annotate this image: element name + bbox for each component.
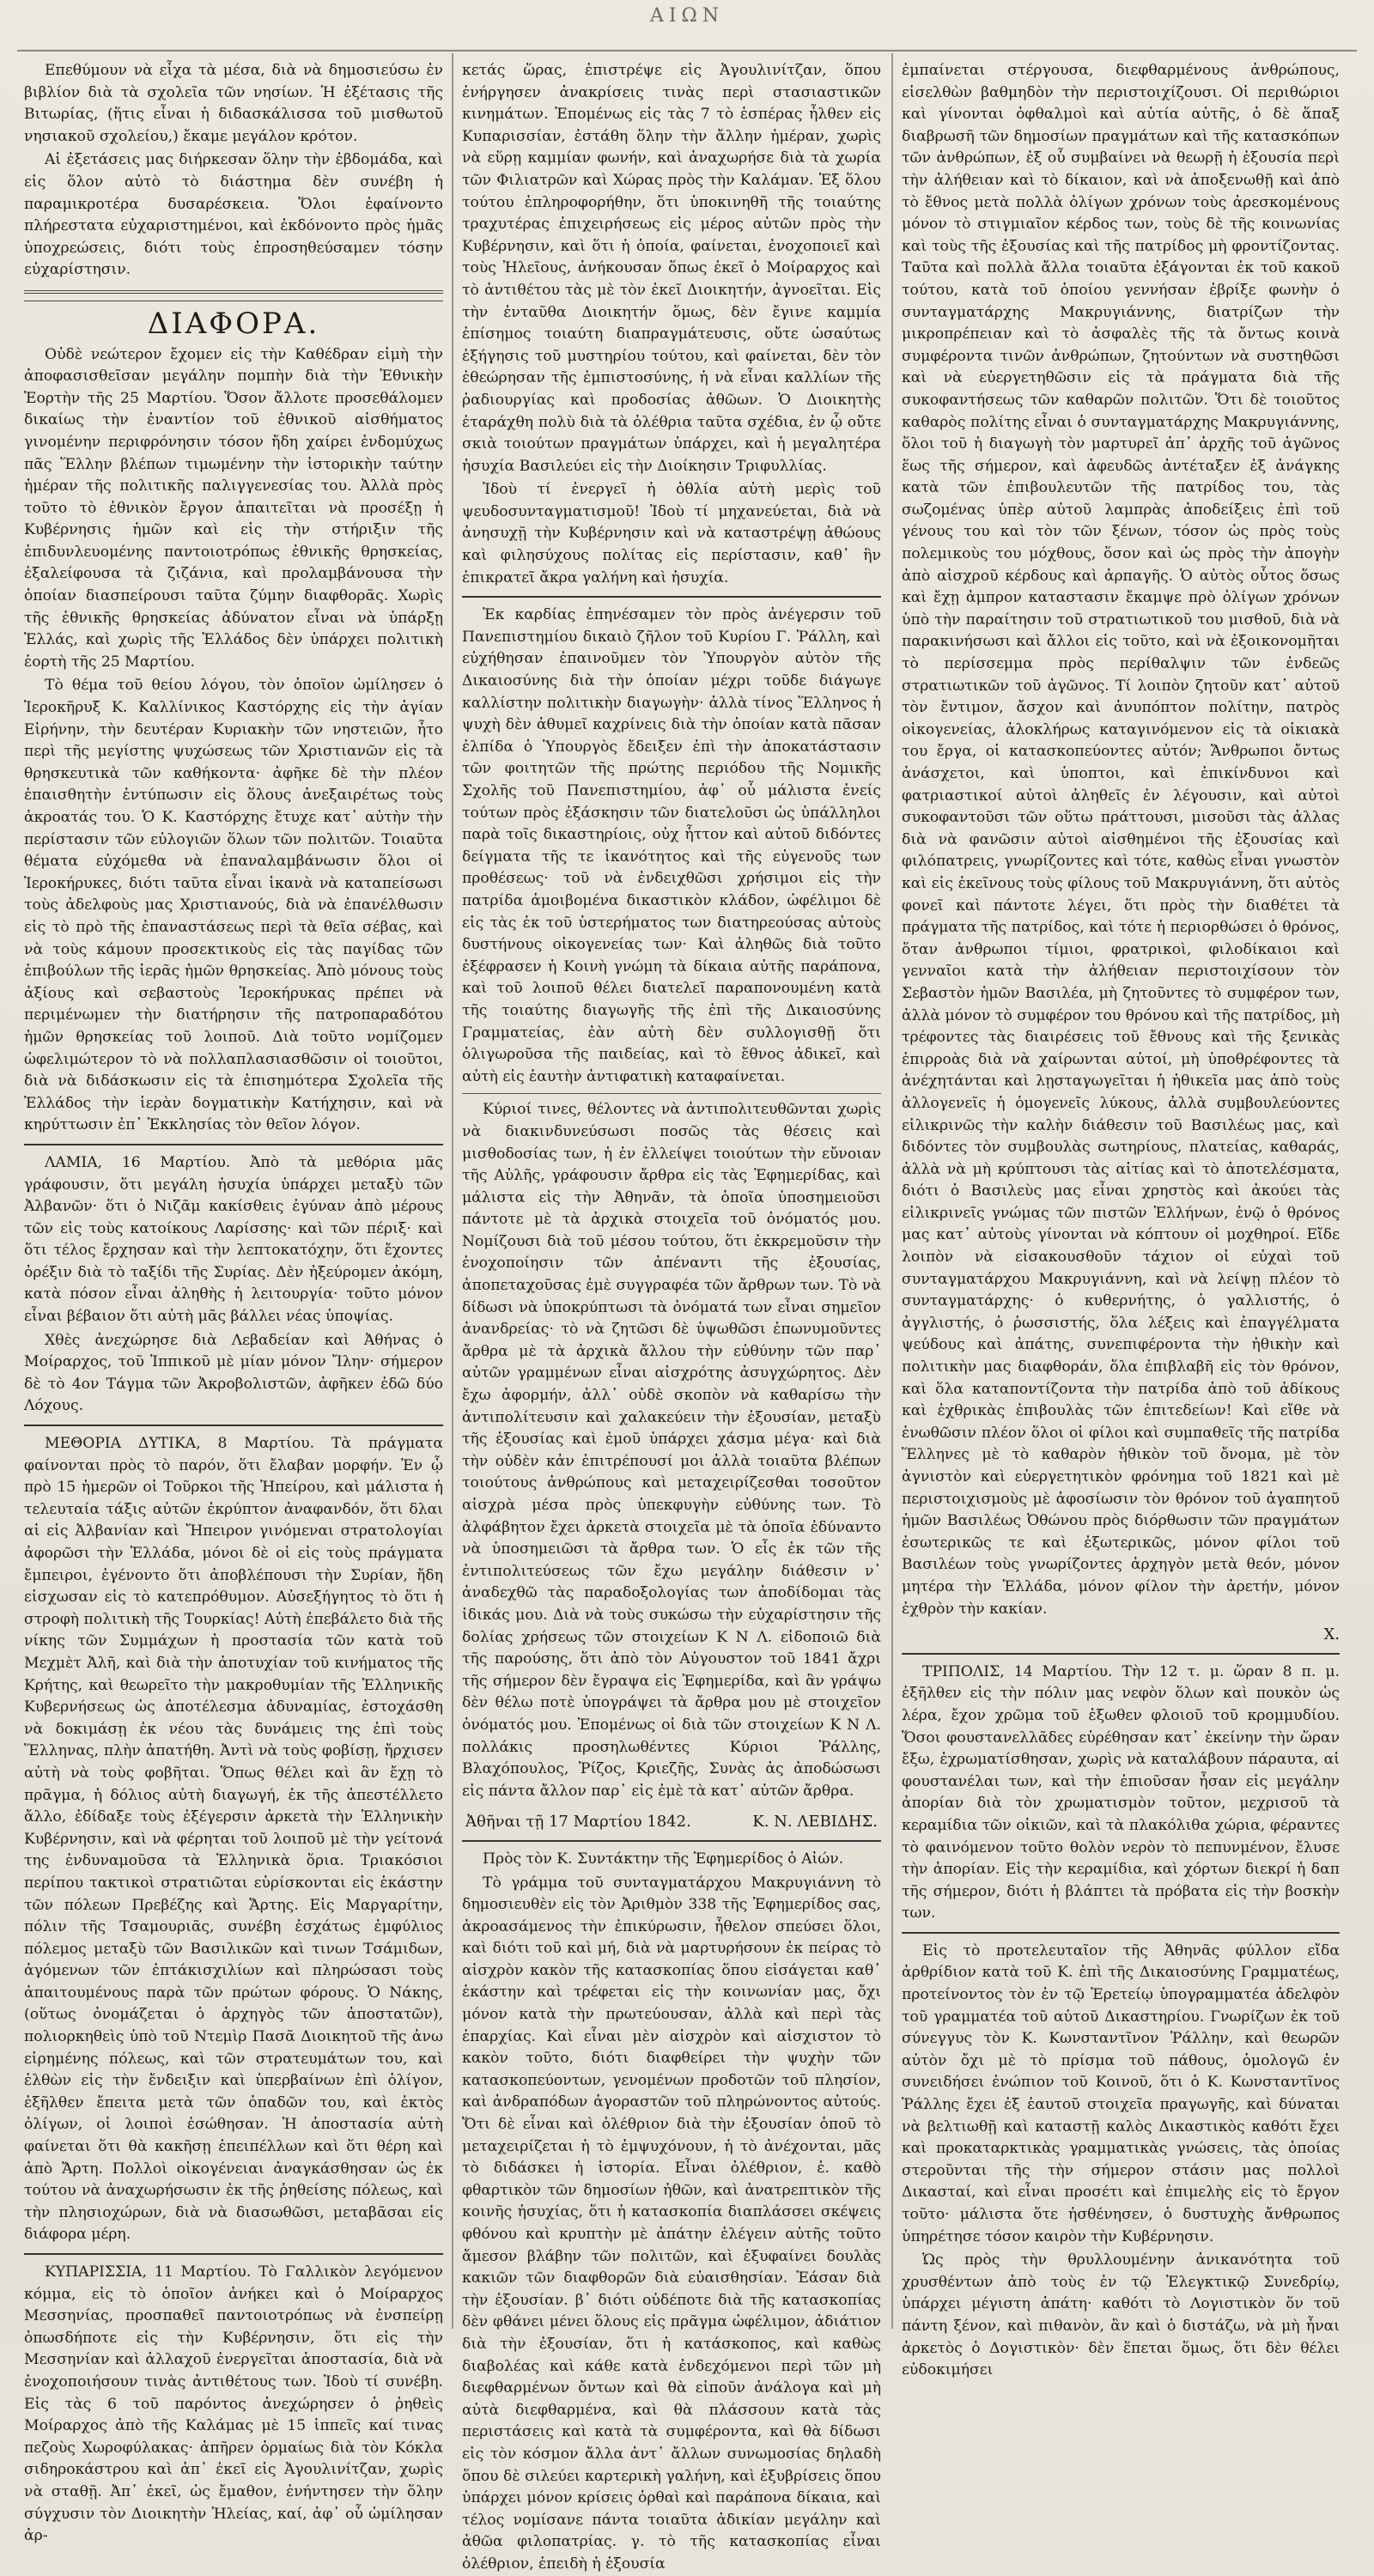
divider (462, 1840, 881, 1842)
divider (462, 1093, 881, 1094)
paragraph: Χθὲς ἀνεχώρησε διὰ Λεβαδείαν καὶ Ἀθήνας ὁ Μοίραρχος, τοῦ Ἱππικοῦ μὲ μίαν μόνον Ἴλην· σήμερον δὲ τὸ 4ον Τάγμα τῶν Ἀκροβολιστῶν, ἀφῆκεν ἐδῶ δύο Λόχους. (24, 1331, 443, 1415)
divider (902, 1653, 1340, 1655)
signature-line (462, 1811, 881, 1833)
divider (24, 1425, 443, 1426)
signature-name: Κ. Ν. ΛΕΒΙΔΗΣ. (752, 1813, 878, 1832)
paragraph: Αἱ ἐξετάσεις μας διήρκεσαν ὅλην τὴν ἑβδομάδα, καὶ εἰς ὅλον αὐτὸ τὸ διάστημα δὲν συνέβη ἡ παραμικροτέρα δυσαρέσκεια. Ὅλοι ἐφαίνοντο πλήρεστατα εὐχαριστημένοι, καὶ ἐκδόνοντο πρὸς ἡμᾶς ὑποχρεώσεις, διότι τοὺς ἐπροσηθεύσαμεν τόσην εὐχαρίστησιν. (24, 151, 443, 279)
news-item-lamia: ΛΑΜΙΑ, 16 Μαρτίου. Ἀπὸ τὰ μεθόρια μᾶς γράφουσιν, ὅτι μεγάλη ἡσυχία ὑπάρχει μεταξὺ τῶν Ἀλβανῶν· ὅτι ὁ Νιζᾶμ κακίσθεις ἐγύναν ἀπὸ μέρους τῶν εἰς τοὺς κατοίκους Λαρίσσης· καὶ τῶν πέριξ· καὶ ὅτι τέλος ἔρχησαν καὶ τὴν λεπτοκατόχην, ὅτι ἔχοντες ὀρέξιν διὰ τὸ ταξίδι τῆς Συρίας. Δὲν ἠξεύρομεν ἀκόμη, κατὰ πόσον εἶναι ἀληθὴς ἡ λειτουργία· τοῦτο μόνον εἶναι βέβαιον ὅτι αὐτὴ μᾶς βάλλει νέας ὑποψίας. (24, 1153, 443, 1326)
column-middle (462, 60, 881, 2573)
divider (902, 1932, 1340, 1934)
news-item-kyparissia: ΚΥΠΑΡΙΣΣΙΑ, 11 Μαρτίου. Τὸ Γαλλικὸν λεγόμενον κόμμα, εἰς τὸ ὁποῖον ἀνήκει καὶ ὁ Μοίραρχος Μεσσηνίας, προσπαθεῖ παντοιοτρόπως νὰ ἐνσπείρῃ ὁπωσδήποτε εἰς τὴν Κυβέρνησιν, ὅτι εἰς τὴν Μεσσηνίαν καὶ ἀλλαχοῦ ἐνεργεῖται ἀποστασία, διὰ νὰ ἐνοχοποιήσουν τινὰς ἀντιθέτους των. Ἰδοὺ τί συνέβη. Εἰς τὰς 6 τοῦ παρόντος ἀνεχώρησεν ὁ ῥηθεὶς Μοίραρχος ἀπὸ τῆς Καλάμας μὲ 15 ἱππεῖς καί τινας πεζοὺς Χωροφύλακας· ἀπῆρεν ὁρμαίως διὰ τὸν Κόκλα σιδηροκάστρου καὶ ἀπ᾽ ἐκεῖ εἰς Ἀγουλινίτζαν, χωρὶς νὰ σταθῇ. Ἀπ᾽ ἐκεῖ, ὡς ἔμαθον, ἐνήντησεν τὴν ὅλην σύγχυσιν τὸν Διοικητὴν Ἠλείας, καί, ἀφ᾽ οὗ ὡμίλησαν ἀρ- (24, 2263, 443, 2545)
paragraph: Ἐκ καρδίας ἐπηνέσαμεν τὸν πρὸς ἀνέγερσιν τοῦ Πανεπιστημίου δικαιὸ ζῆλον τοῦ Κυρίου Γ. Ῥάλλη, καὶ εὐχήθησαν ἐπαινοῦμεν τὸν Ὑπουργὸν αὐτὸν τῆς Δικαιοσύνης διὰ τὴν ὁποίαν μέχρι τοῦδε διάγωγε καλλίστην πολιτικὴν διαγωγὴν· ἀλλὰ τίνος Ἕλληνος ἡ ψυχὴ δὲν ἀθυμεῖ καχρίνεις διὰ τὴν ὁποίαν κατὰ πᾶσαν ἐλπίδα ὁ Ὑπουργὸς ἔδειξεν ἐπὶ τὴν ἀποκατάστασιν τῶν φοιτητῶν τῆς πρώτης περιόδου τῆς Νομικῆς Σχολῆς τοῦ Πανεπιστημίου, ἀφ᾽ οὗ μάλιστα ἐνείς τούτων πρὸς ἐξάσκησιν τῶν διατελοῦσι ὡς ὑπάλληλοι παρὰ τοῖς δικαστηρίοις, οὐχ ἧττον καὶ αὐτοῦ διδόντες δείγματα τῆς τε ἱκανότητος καὶ τῆς εὐγενοῦς των προθέσεως· τοῦ νὰ ἐνδειχθῶσι χρήσιμοι εἰς τὴν πατρίδα ἀμοιβομένα δικαστικὸν κλάδον, ὠφέλιμοι δὲ εἰς τὰς ἐκ τοῦ ὑστερήματος των διατηρεούσας αὐτοὺς δυστήνους οἰκογενείας των· Καὶ ἀληθῶς διὰ τοῦτο ἐξέφρασεν ἡ Κοινὴ γνώμη τὰ δίκαια αὐτῆς παράπονα, καὶ τοῦ λοιποῦ θέλει διατελεῖ παραπονουμένη κατὰ τῆς τοιαύτης διαγωγῆς τῆς ἐπὶ τῆς Δικαιοσύνης Γραμματείας, ἐὰν αὐτὴ δὲν συλλογισθῇ ὅτι ὀλιγωροῦσα τῆς παιδείας, καὶ τὸ ἔθνος ἀδικεῖ, καὶ αὐτὴ εἰς ἑαυτὴν ἀντιφατικὴ καταφαίνεται. (462, 606, 881, 1085)
column-divider (452, 53, 453, 2329)
paragraph: Τὸ θέμα τοῦ θείου λόγου, τὸν ὁποῖον ὡμίλησεν ὁ Ἱεροκῆρυξ Κ. Καλλίνικος Καστόρχης εἰς τὴν ἁγίαν Εἰρήνην, τὴν δευτέραν Κυριακὴν τῶν νηστειῶν, ἦτο περὶ τῆς μεγίστης ψυχώσεως τῶν Χριστιανῶν εἰς τὰ θρησκευτικὰ τῶν καθήκοντα· ἀφῆκε δὲ τὴν πλέον ἐπαισθητὴν ἐντύπωσιν εἰς ὅλους ἀνεξαιρέτως τοὺς ἀκροατάς του. Ὁ Κ. Καστόρχης ἔτυχε κατ᾽ αὐτὴν τὴν περίστασιν τῶν εὐλογιῶν ὅλων τῶν πολιτῶν. Τοιαῦτα θέματα εὐχόμεθα νὰ ἐπαναλαμβάνωσιν ὅλοι οἱ Ἱεροκήρυκες, διότι ταῦτα εἶναι ἱκανὰ νὰ καταπείσωσι τοὺς ἀδελφοὺς μας Χριστιανούς, διὰ νὰ ἐπανέλθωσιν εἰς τὸ πρὸ τῆς ἐπαναστάσεως περὶ τὰ θεῖα σέβας, καὶ νὰ τοὺς κάμουν προσεκτικοὺς εἰς τὰς παγίδας τῶν ἐπιβούλων τῆς ἱερᾶς ἡμῶν θρησκείας. Ἀπὸ μόνους τοὺς ἀξίους καὶ σεβαστοὺς Ἱεροκήρυκας πρέπει νὰ περιμένωμεν τὴν διατήρησιν τῆς πατροπαραδότου ἡμῶν θρησκείας τοῦ λοιποῦ. Διὰ τοῦτο νομίζομεν ὠφελιμώτερον τὸ νὰ πολλαπλασιασθῶσιν οἱ τοιοῦτοι, διὰ νὰ διδάσκωσιν εἰς τὰ ἐπισημότερα Σχολεῖα τῆς Ἑλλάδος τὴν ἱερὰν δογματικὴν Κατήχησιν, καὶ νὰ κηρύττωσιν ἐπ᾽ Ἐκκλησίας τὸν θεῖον λόγον. (24, 677, 443, 1134)
section-heading: ΔΙΑΦΟΡΑ. (147, 306, 320, 341)
divider (462, 596, 881, 598)
top-rule (17, 50, 1357, 52)
paragraph: κετάς ὥρας, ἐπιστρέψε εἰς Ἀγουλινίτζαν, ὅπου ἐνήργησεν ἀνακρίσεις τινὰς περὶ στασιαστικῶν κινημάτων. Ἐπομένως εἰς τὰς 7 τὸ ἑσπέρας ἦλθεν εἰς Κυπαρισσίαν, ἐστάθη ὅλην τὴν ἄλλην ἡμέραν, χωρὶς νὰ εὕρῃ καμμίαν φωνήν, καὶ ἀναχωρήσε διὰ τὰ χωρία τῶν Φιλιατρῶν καὶ Χώρας πρὸς τὴν Καλάμαν. Ἐξ ὅλου τούτου ἐπληροφορήθην, ὅτι ὑποκινηθῆ τῆς τοιαύτης τραχυτέρας ἐπιχειρήσεως εἰς μέρος αὐτῶν πρὸς τὴν Κυβέρνησιν, καὶ ὅτι ἡ ὁποία, φαίνεται, ἐνοχοποιεῖ καὶ τοὺς Ἠλεῖους, ἀνήκουσαν ὅπως ἐκεῖ ὁ Μοίραρχος καὶ τὸ ἀντιθέτου τὰς μὲ τὸν ἐκεῖ Διοικητήν, ἀγνοεῖται. Εἰς τὴν ἐνταῦθα Διοικητήν ὅμως, δὲν ἔγινε καμμία ἐπίσημος τοιαύτη διαπραγμάτευσις, οὔτε ὡσαύτως ἐξήγησις τοῦ μυστηρίου τούτου, καὶ φαίνεται, δὲν τὸν ἐθεώρησαν τῆς ἐμπιστοσύνης, ἡ νὰ εἶναι καλλίων τῆς ῥαδιουργίας καὶ προδοσίας ἀθῶων. Ὁ Διοικητὴς ἐταράχθη πολὺ διὰ τὰ ὀλέθρια ταῦτα σχέδια, ἐν ᾧ οὔτε σκιὰ τοιούτων πραγμάτων ὑπάρχει, καὶ ἡ μεγαλητέρα ἡσυχία Βασιλεύει εἰς τὴν Διοίκησιν Τριφυλλίας. (462, 62, 881, 475)
paragraph: Επεθύμουν νὰ εἶχα τὰ μέσα, διὰ νὰ δημοσιεύσω ἐν βιβλίον διὰ τὰ σχολεῖα τῶν νησίων. Ἡ ἐξέτασις τῆς Βιτωρίας, (ἥτις εἶναι ἡ διδασκάλισσα τοῦ μισθωτοῦ νησιακοῦ σχολείου,) ἔκαμε μεγάλον κρότον. (24, 62, 443, 145)
paragraph: Τὸ γράμμα τοῦ συνταγματάρχου Μακρυγιάννη τὸ δημοσιευθὲν εἰς τὸν Ἀριθμὸν 338 τῆς Ἐφημερίδος σας, ἀκροασάμενος τὴν ἐπικύρωσιν, ἦθελον σπεύσει ὅλοι, καὶ διότι τοῦ καὶ μή, διὰ νὰ μαρτυρήσουν ἐκ πείρας τὸ αἰσχρὸν κακὸν τῆς κατασκοπίας ὅπου εἰσάγεται καθ᾽ ἑκάστην καὶ τρέφεται εἰς τὴν κοινωνίαν μας, ὄχι μόνον κατὰ τὴν πρωτεύουσαν, ἀλλὰ καὶ περὶ τὰς ἐπαρχίας. Καὶ εἶναι μὲν αἰσχρὸν καὶ αἰσχιστον τὸ κακὸν τοῦτο, διότι διαφθείρει τὴν ψυχὴν τῶν κατασκοπεύοντων, γενομένων προδοτῶν τοῦ πλησίον, καὶ ἀνδραπόδων ἀγοραστῶν τοῦ πληρώνοντος αὐτούς. Ὅτι δὲ εἶναι καὶ ὀλέθριον διὰ τὴν ἐξουσίαν ὁποῦ τὸ μεταχειρίζεται ἡ τὸ ἐμψυχόνουν, ἡ τὸ ἀνέχονται, μᾶς τὸ διδάσκει ἡ ἱστορία. Εἶναι ὀλέθριον, ἐ. καθὸ φθαρτικὸν τῶν δημοσίων ἠθῶν, καὶ ἀνατρεπτικὸν τῆς κοινῆς ἡσυχίας, ὅτι ἡ κατασκοπία διαπλάσσει σκέψεις φθόνου καὶ κρυπτὴν μὲ ἀπάτην ἐλέγειν αὐτῆς τοῦτο ἄμεσον βλάβην τῶν πολιτῶν, καὶ ἐξυφαίνει δουλὰς κακιῶν τῶν διαφθορῶν διὰ εὐαισθησίαν. Ἐάσαν διὰ τὴν ἐξουσίαν. β᾽ διότι οὐδέποτε διὰ τῆς κατασκοπίας δὲν φθάνει μένει ὅλους εἰς πρᾶγμα ὠφέλιμον, ἀδιάτιον διὰ τὴν ἐξουσίαν, ὅτι ἡ κατάσκοπος, καὶ καθὼς διαβολέας καὶ κάθε κατὰ ἐνδεχόμενοι περὶ τῶν μὴ διεφθαρμένων ὄντων καὶ θὰ εἰποῦν ἀνάλογα καὶ μὴ αὐτὰ διεφθαρμένα, καὶ θὰ πλάσσουν κατὰ τὰς περιστάσεις καὶ κατὰ τὰ συμφέροντα, καὶ θὰ δίδωσι εἰς τὸν κόσμον ἄλλα ἀντ᾽ ἄλλων συνωμοσίας δηλαδὴ ὅπου δὲ σιλεύει καρτερικὴ γαλήνη, καὶ ἐξυβρίσεις ὅπου ὑπάρχει μόνον κρίσεις ὀρθαὶ καὶ παράπονα δίκαια, καὶ τέλος νομίσανε πάντα τοιαῦτα ἀδικίαν μεγάλην καὶ ἀθῶα φιλοπατρίας. γ. τὸ τῆς κατασκοπίας εἶναι ὀλέθριον, ἐπειδὴ ἡ ἐξουσία (462, 1874, 881, 2573)
divider (24, 1144, 443, 1145)
paragraph: Οὐδὲ νεώτερον ἔχομεν εἰς τὴν Καθέδραν εἰμὴ τὴν ἀποφασισθεῖσαν μεγάλην πομπὴν διὰ τὴν Ἐθνικὴν Ἑορτὴν τῆς 25 Μαρτίου. Ὅσον ἄλλοτε προσεθάλομεν δικαίως τὴν ἐναντίον τοῦ ἐθνικοῦ αἰσθήματος γινομένην περιφρόνησιν τόσον ἤδη χαίρει ἐνδομύχως πᾶς Ἕλλην βλέπων τιμωμένην τὴν ἱστορικὴν ταύτην ἡμέραν τῆς πολιτικῆς παλιγγενεσίας του. Ἀλλὰ πρὸς τοῦτο τὸ ἐθνικὸν ἔργον ἀπαιτεῖται νὰ προσέξῃ ἡ Κυβέρνησις ἡμῶν καὶ εἰς τὴν στήριξιν τῆς ἐπιδυνλευομένης παντοιοτρόπως ἐθνικῆς θρησκείας, ἐξαλείφουσα τὰ ζιζάνια, καὶ προλαμβάνουσα τὴν ὁποίαν διασπείρουσι ταῦτα ζύμην διαφθορᾶς. Χωρὶς τῆς ἐθνικῆς θρησκείας ἀδύνατον εἶναι νὰ ὑπάρξῃ Ἑλλάς, καὶ χωρὶς τῆς Ἑλλάδος δὲν ὑπάρχει πολιτικὴ ἑορτὴ τῆς 25 Μαρτίου. (24, 345, 443, 671)
paragraph: ἐμπαίνεται στέργουσα, διεφθαρμένους ἀνθρώπους, εἰσελθὼν βαθμηδὸν τὴν περιστοιχίζουσι. Οἱ περιθώριοι καὶ γίνονται ὀφθαλμοὶ καὶ αὐτία αὐτῆς, ὁ δὲ ἅπαξ διαβρωσῆ τῶν δημοσίων πραγμάτων καὶ τῆς κατασκόπων τῶν ἀνθρώπων, ἐξ οὗ συμβαίνει νὰ θεωρῇ ἡ ἐξουσία περὶ τὴν ἀλήθειαν καὶ τὸ δίκαιον, καὶ νὰ ἀποξενωθῇ καὶ ἀπὸ τὸ ἔθνος μετὰ πολλὰ ὀλίγων χρόνων τοὺς ἀρεσκομένους μόνον τὸ στιγμιαῖον κέρδος των, τοὺς δὲ τῆς κοινωνίας καὶ τοὺς τῆς ἐξουσίας καὶ τῆς πατρίδος μὴ φροντίζοντας. Ταῦτα καὶ πολλὰ ἄλλα τοιαῦτα ἐξάγονται ἐκ τοῦ κακοῦ τούτου, κατὰ τοῦ ὁποίου γεννήσαν ἐβρίξε φωνὴν ὁ συνταγματάρχης Μακρυγιάννης, διατρίζων τὴν μικροπρέπειαν καὶ τὸ ἀσφαλὲς τῆς τὰ ὄντως κοινὰ συμφέροντα τινῶν ἀνθρώπων, ζητούντων νὰ συστηθῶσι καὶ νὰ εὐεργετηθῶσιν εἰς τὰ πράγματα διὰ τῆς συκοφαντήσεως τῶν καθαρῶν πολιτῶν. Ὅτι δὲ τοιοῦτος καθαρὸς πολίτης εἶναι ὁ συνταγματάρχης Μακρυγιάννης, ὅλοι τοῦ ἡ διαγωγὴ τὸν μαρτυρεῖ ἀπ᾽ ἀρχῆς τοῦ ἀγῶνος ἕως τῆς σήμερον, καὶ ἀφευδῶς ἀντέταξεν ἐξ ἀνάγκης κατὰ τῶν ἐπιβουλευτῶν τῆς πατρίδος του, τὰς σωζομένας ὑπὲρ αὐτοῦ λαμπρὰς ἀποδείξεις ἐπὶ τοῦ γένους του καὶ τὸν τῶν ξένων, τόσον ὡς πρὸς τοὺς πολεμικοὺς του μόχθους, ὅσον καὶ ὡς πρὸς τὴν ἀπογὴν ἀπὸ αἰσχροῦ κέρδους καὶ ἁρπαγῆς. Ὁ αὐτὸς οὗτος ὅσως καὶ ἔχῃ ἀμπρον καταστασιν ἔκαμψε πρὸ ὀλίγων χρόνων ὑπὸ τὴν παραίτησιν τοῦ στρατιωτικοῦ του μισθοῦ, διὰ νὰ παρακινήσωσι καὶ ἄλλοι εἰς τοῦτο, καὶ νὰ ἐξοικονομῆται τὸ περίσσεμμα πρὸς περίθαλψιν τῶν ἐνδεῶς στρατιωτικῶν τοῦ ἀγῶνος. Τί λοιπὸν ζητοῦν κατ᾽ αὐτοῦ τὸν ἔντιμον, ἄσχον καὶ ἀνυπόπτον πολίτην, πατρὸς οἰκογενείας, ἀλοκλήρως καταγινόμενον εἰς τὰ οἰκιακὰ του ἔργα, οἱ κατασκοπεύοντες αὐτόν; Ἄνθρωποι ὄντως ἀνάσχετοι, καὶ ὑποπτοι, καὶ ἐπικίνδυνοι καὶ φατριαστικοί αὐτοὶ ἀληθεῖς ἐν λέγουσιν, καὶ αὐτοὶ συκοφαντοῦσι τῶν οὕτω πράττουσι, μισοῦσι τὰς ἀλλας διὰ νὰ φανῶσιν αὐτοὶ αἰσθημένοι τῆς ἐξουσίας καὶ φιλόπατρεις, γνωρίζοντες καὶ τότε, καθὼς εἶναι γνωστὸν καὶ εἰς ἐκεῖνους τοὺς φίλους τοῦ Μακρυγιάννη, ὅτι αὐτὸς φονεῖ καὶ πάντοτε λέγει, ὅτι πρὸς τὴν διαθέτει τὰ πράγματα τῆς πατρίδος, καὶ τότε ἡ περιορθώσει ὁ θρόνος, ὅταν ἀνθρωποι τίμιοι, φρατρικοὶ, φιλοδίκαιοι καὶ γενναῖοι κατὰ τὴν ἀλήθειαν περιστοιχίσουν τὸν Σεβαστὸν ἡμῶν Βασιλέα, μὴ ζητοῦντες τὸ συμφέρον των, ἀλλὰ μόνον τὸ συμφέρον του θρόνου καὶ τῆς πατρίδος, μὴ τρέφοντες τὰς διαιρέσεις τοῦ ἔθνους καὶ τῆς ξενικὰς ἐπιρροὰς διὰ νὰ χαίρωνται αὐτοί, μὴ ὑποθρέφοντες τὰ ἀνέχητάνται καὶ λῃσταγωγεῖται ἡ ἡθικεῖα μας ἀπὸ τοὺς ἀλλογενεῖς ἡ ὁμογενεῖς λύκους, ἀλλὰ συμβουλεύοντες εἰλικρινῶς τὴν καλὴν διάθεσιν τοῦ Βασιλέως μας, καὶ διδόντες τὸν συμβουλὰς σωτηρίους, πλατείας, καθαράς, ἀλλὰ νὰ μὴ κρύπτουσι τὰς αἰτίας καὶ τὸ ἀποτελέσματα, διότι ὁ Βασιλεὺς μας εἶναι χρηστὸς καὶ ἀκούει τὰς εἰλικρινεῖς γνώμας τῶν πιστῶν Ἑλλήνων, ἐνῷ ὁ θρόνος μας κατ᾽ αὐτοὺς γίνονται νὰ κόπτουν οἱ μοχθηροί. Εἴδε λοιπὸν νὰ εἰσακουσθοῦν τάχιον οἱ εὐχαὶ τοῦ συνταγματάρχου Μακρυγιάννη, καὶ νὰ λείψῃ πλέον τὸ συνταγματάρχης· ὁ κυθερνήτης, ὁ γαλλιστής, ὁ ἀγγλιστής, ὁ ῥωσσιστής, ὅλα λέξεις καὶ ἐπαγγέλματα ψεύδους καὶ ἀπάτης, συνεπιφέροντα τὴν ἠθικὴν καὶ πολιτικὴν μας διαφθοράν, ὅλα ἐπιβλαβῆ εἰς τὸν θρόνον, καὶ ὅλα καταποντίζοντα τὴν πατρίδα ἀπὸ τοῦ ἀδίκους καὶ ἐχθρικὰς ἐπιβουλὰς τῶν ἐπιτεδείων! Καὶ εἴθε νὰ ἑνωθῶσιν πλέον ὅλοι οἱ φίλοι καὶ συμπαθεῖς τῆς πατρίδα Ἕλληνες μὲ τὸ καθαρὸν ἠθικὸν τοῦ ὄνομα, μὲ τὸν ἀγνιστὸν καὶ εὐεργετητικὸν φρόνημα τοῦ 1821 καὶ μὲ περιστοιχισμοὺς μὲ ἀφοσίωσιν τὸν θρόνον τοῦ ἀγαπητοῦ ἡμῶν Βασιλέως Ὀθώνου πρὸς διόρθωσιν τῶν πραγμάτων ἐσωτερικῶς τε καὶ ἐξωτερικῶς, μόνον φίλοι τοῦ Βασιλέων τοὺς γνωρίζοντες ἀρχηγὸν μετὰ θεόν, μόνον μητέρα τὴν Ἑλλάδα, μόνον φίλον τὴν ἀρετήν, μόνον ἐχθρὸν τὴν κακίαν. (902, 62, 1340, 1618)
news-item-tripolis: ΤΡΙΠΟΛΙΣ, 14 Μαρτίου. Τὴν 12 τ. μ. ὥραν 8 π. μ. ἐξῆλθεν εἰς τὴν πόλιν μας νεφὸν ὅλων καὶ πουκὸν ὡς λέρα, ἔχον χρῶμα τοῦ ἐξωθεν φλοιοῦ τοῦ κρομμυδίου. Ὅσοι φουστανελλᾶδες εὑρέθησαν κατ᾽ ἐκείνην τὴν ὥραν ἔξω, ἐχρωματίσθησαν, χωρὶς νὰ καταλάβουν πάραυτα, αἱ φουστανέλαι των, καὶ τὴν ἐπιοῦσαν ἦσαν εἰς μεγάλην ἀπορίαν διὰ τὸν χρωματισμὸν τοῦτον, μεχρισοῦ τὰ κεραμίδια τῶν οἰκιῶν, καὶ τὰ πλακόλιθα χώρια, φέραντες τὸ φαινόμενον τοῦτο θολὸν νερὸν τὸ πεπυνμένον, ἔλυσε τὴν ἀπορίαν. Εἰς τὴν κεραμίδια, καὶ χόρτων διεκρί ἡ δαπ τῆς σήμερον, διότι ἡ βλάπτει τὰ πρόβατα εἰς τὴν βοσκὴν των. (902, 1662, 1340, 1923)
ornamental-divider (24, 290, 443, 301)
masthead-title: ΑΙΩΝ (649, 5, 725, 27)
signature-initial: Χ. (1323, 1625, 1340, 1644)
divider (24, 2253, 443, 2255)
paragraph: Ἰδοὺ τί ἐνεργεῖ ἡ ὀθλία αὐτὴ μερὶς τοῦ ψευδοσυνταγματισμοῦ! Ἰδοὺ τί μηχανεύεται, διὰ νὰ ἀνησυχῇ τὴν Κυβέρνησιν καὶ νὰ καταστρέψῃ ἀθώους καὶ φιλησύχους πολίτας εἰς περίστασιν, καθ᾽ ἣν ἐπικρατεῖ ἄκρα γαλήνη καὶ ἡσυχία. (462, 481, 881, 586)
letter-salutation: Πρὸς τὸν Κ. Συντάκτην τῆς Ἐφημερίδος ὁ Αἰών. (483, 1850, 844, 1868)
column-divider (891, 53, 893, 2329)
column-left (24, 60, 443, 2545)
paragraph: Εἰς τὸ προτελευταῖον τῆς Ἀθηνᾶς φύλλον εἴδα ἀρθρίδιον κατὰ τοῦ Κ. ἐπὶ τῆς Δικαιοσύνης Γραμματέως, προτείνοντος τὸν ἐν τῷ Ἐρετείῳ ὑπογραμματέα ἀδελφὸν τοῦ γραμματέα τοῦ αὐτοῦ Δικαστηρίου. Γνωρίζων ἐκ τοῦ σύνεγγυς τὸν Κ. Κωνσταντῖνον Ῥάλλην, καὶ θεωρῶν αὐτὸν ὄχι μὲ τὸ πρίσμα τοῦ πάθους, ὁμολογῶ ἐν συνειδήσει ἐνώπιον τοῦ Κοινοῦ, ὅτι ὁ Κ. Κωνσταντῖνος Ῥάλλης ἔχει ἐξ ἑαυτοῦ στοιχεῖα πραγωγῆς, καὶ δύναται νὰ βελτιωθῇ καὶ καταστῇ καλὸς Δικαστικὸς καθότι ἔχει καὶ προκαταρκτικὰς γραμματικὰς γνώσεις, τὰς ὁποίας στεροῦνται τῆς τὴν σήμερον στάσιν μας πολλοὶ Δικασταί, καὶ εἶναι προσέτι καὶ ἐπιμελὴς εἰς τὸ ἔργον τοῦτο· μάλιστα ὅτε ἠσθένησεν, ὁ δυστυχὴς ἄνθρωπος ὑπηρέτησε τόσον καιρὸν τὴν Κυβέρνησιν. (902, 1941, 1340, 2245)
paragraph: Ὡς πρὸς τὴν θρυλλουμένην ἀνικανότητα τοῦ χρυσθέντων ἀπὸ τοὺς ἐν τῷ Ἐλεγκτικῷ Συνεδρίῳ, ὑπάρχει μέγιστη ἀπάτη· καθότι τὸ Λογιστικὸν ὅν τοῦ πάντη ξένον, καὶ πιθανὸν, ἂν καὶ ὁ διστάζω, νὰ μὴ ἦναι ἀρκετὸς ὁ Δογιστικὸν· δὲν ἕπεται ὅμως, ὅτι δὲν θέλει εὐδοκιμήσει (902, 2251, 1340, 2379)
signature-place-date: Ἀθῆναι τῇ 17 Μαρτίου 1842. (465, 1813, 691, 1832)
news-item-methoria: ΜΕΘΟΡΙΑ ΔΥΤΙΚΑ, 8 Μαρτίου. Τὰ πράγματα φαίνονται πρὸς τὸ παρόν, ὅτι ἔλαβαν μορφήν. Ἐν ᾧ πρὸ 15 ἡμερῶν οἱ Τοῦρκοι τῆς Ἠπείρου, καὶ μάλιστα ἡ τελευταία τάξις αὐτῶν ἐκρύπτον ἀναφανδόν, ὅτι δλαι αἱ εἰς Ἀλβανίαν καὶ Ἤπειρον γινόμεναι στρατολογίαι ἀφορῶσι τὴν Ἑλλάδα, μόνοι δὲ οἱ εἰς τοὺς πράγματα ἔμπειροι, ἐγένοντο ὅτι ἀποβλέπουσι τὴν Συρίαν, ἤδη εἰσχωσαν εἰς τὸ κατεπρόθυμον. Αὐσεξήγητος τὸ ὅτι ἡ στροφὴ πολιτικὴ τῆς Τουρκίας! Αὐτὴ ἐπεβάλετο διὰ τῆς νίκης τῶν Συμμάχων ἡ προστασία τῶν κατὰ τοῦ Μεχμὲτ Ἀλῆ, καὶ διὰ τὴν ἀποτυχίαν τοῦ κινήματος τῆς Κρήτης, καὶ θεωρεῖτο τὴν μακροθυμίαν τῆς Ἑλληνικῆς Κυβερνήσεως ὡς ἀποτέλεσμα ἀδυναμίας, ἐστοχάσθη νὰ δοκιμάσῃ ἐκ νέου τὰς δυνάμεις της ἐπὶ τοὺς Ἕλληνας, πλὴν ἀπατήθη. Ἀντὶ νὰ τοὺς φοβίσῃ, ἤρχισεν αὐτὴ νὰ τοὺς φοβῆται. Ὅπως θέλει καὶ ἂν ἔχῃ τὸ πρᾶγμα, ἡ δόλιος αὐτὴ διαγωγή, ἐκ τῆς ἀπεστέλλετο ἄλλο, ἐδίδαξε τοὺς ἐξέγερσιν ἀρκετὰ τὴν Ἑλληνικὴν Κυβέρνησιν, καὶ νὰ φέρηται τοῦ λοιποῦ μὲ τὴν γείτονά της ἐνδυναμοῦσα τὰ Ἑλληνικὰ ὅρια. Τριακόσιοι περίπου τακτικοὶ στρατιῶται εὑρίσκονται εἰς ἑκάστην τῶν πόλεων Πρεβέζης καὶ Ἄρτης. Εἰς Μαργαρίτην, πόλιν τῆς Τσαμουριᾶς, συνέβη ἐσχάτως ἐμφύλιος πόλεμος μεταξὺ τῶν Βασιλικῶν καὶ τινων Τσάμιδων, ἀγόμενων τῶν ἐπτάκισχιλίων καὶ πληρώσασι τοὺς ἀπαιτουμένους παρὰ τῶν πρώτων φόρους. Ὁ Νάκης, (οὕτως ὀνομάζεται ὁ ἀρχηγὸς τῶν ἀποστατῶν), πολιορκηθεὶς ὑπὸ τοῦ Ντεμὶρ Πασᾶ Διοικητοῦ τῆς ἀνω εἰρημένης πόλεως, καὶ τῶν στρατευμάτων του, καὶ ἐλθὼν εἰς τὴν ἔνδειξιν καὶ ὑπερβαίνων ἐπὶ ὀλίγον, ἐξῆλθεν ἔπειτα μετὰ τῶν ὀπαδῶν του, καὶ ἐκτὸς ὀλίγων, οἱ λοιποὶ ἐσώθησαν. Ἡ ἀποστασία αὐτὴ φαίνεται ὅτι θὰ κακῆσῃ ἐπειπέλλων καὶ ὅτι θέρη καὶ ἀπὸ Ἄρτη. Πολλοὶ οἰκογένειαι ἀναγκάσθησαν ὡς ἐκ τούτου νὰ ἀναχωρήσωσιν ἐκ τῆς ῥηθείσης πόλεως, καὶ τὴν πλησιοχώρων, διὰ νὰ διασωθῶσι, μεταβᾶσαι εἰς διάφορα μέρη. (24, 1435, 443, 2244)
column-right (902, 60, 1340, 2379)
paragraph: Κύριοί τινες, θέλοντες νὰ ἀντιπολιτευθῶνται χωρὶς νὰ διακινδυνεύσωσι ποσῶς τὰς θέσεις καὶ μισθοδοσίας των, ἡ ἐν ἐλλείψει τοιούτων τὴν εὔνοιαν τῆς Αὐλῆς, γράφουσιν ἄρθρα εἰς τὰς Ἐφημερίδας, καὶ μάλιστα εἰς τὴν Ἀθηνᾶν, τὰ ὁποῖα ὑποσημειοῦσι πάντοτε μὲ τὰ ἀρχικὰ στοιχεῖα τοῦ ὀνόματός μου. Νομίζουσι διὰ τοῦ μέσου τούτου, ὅτι ἐκκρεμοῦσιν τὴν ἐνοχοποίησιν τῶν ἀπέναντι τῆς ἐξουσίας, ἀποπεταχοῦσας ἐμὲ συγγραφέα τῶν ἄρθρων των. Τὸ νὰ δίδωσι νὰ ὑποκρύπτωσι τὰ ὀνόματά των εἶναι σημεῖον ἀνανδρείας· τὸ νὰ ζητῶσι δὲ ὑψωθῶσι ἐπωνυμοῦντες ἄρθρα μὲ τὰ ἀρχικὰ ἄλλου τὴν εὐθύνην τῶν παρ᾽ αὐτῶν γραμμένων εἶναι αἰσχρότης ἀσυγχώρητος. Δὲν ἔχω ἀφορμήν, ἀλλ᾽ οὐδὲ σκοπὸν νὰ καθαρίσω τὴν ἀντιπολίτευσιν καὶ χαλακεύειν τὴν ἐξουσίαν, μεταξὺ τῆς ἐξουσίας καὶ ἐμοῦ ὑπάρχει χάσμα μέγα· καὶ διὰ τὴν οὐδὲν κἀν ἐπιτρέπουσί μοι ἀλλὰ τοιαῦτα βλέπων τοιούτους ἀνθρώπους καὶ μεταχειρίζεσθαι τοσοῦτον αἰσχρὰ μέσα πρὸς ὑπεκφυγὴν εὐθύνης των. Τὸ ἀλφάβητον ἔχει ἀρκετὰ στοιχεῖα μὲ τὰ ὁποῖα ἐδύναντο νὰ ὑποσημειῶσι τὰ ἄρθρα των. Ὁ εἷς ἐκ τῶν τῆς ἐντιπολιτεύσεως τῶν ἔχω μεγάλην διάθεσιν ν᾽ ἀναδεχθῶ τὰς παραδοξολογίας των ἀποδίδομαι τὰς ἰδικάς μου. Διὰ νὰ τοὺς συκώσω τὴν εὐχαρίστησιν τῆς δολίας χρήσεως τῶν στοιχείων Κ Ν Λ. εἰδοποιῶ διὰ τῆς παρούσης, ὅτι ἀπὸ τὸν Αὐγουστον τοῦ 1841 ἄχρι τῆς σήμερον δὲν ἔγραψα εἰς Ἐφημερίδα, καὶ ἂν γράψω δὲν θέλω ποτὲ ὑπογράψει τὰ ἄρθρα μου μὲ στοιχεῖον ὀνόματός μου. Ἐπομένως οἱ διὰ τῶν στοιχείων Κ Ν Λ. πολλάκις προσηλωθέντες Κύριοι Ῥάλλης, Βλαχόπουλος, Ῥίζος, Κριεζῆς, Συνὰς ἀς ἀποδώσωσι εἰς πάντα ἄλλον παρ᾽ εἰς ἐμὲ τὰ κατ᾽ αὐτῶν ἄρθρα. (462, 1101, 881, 1800)
